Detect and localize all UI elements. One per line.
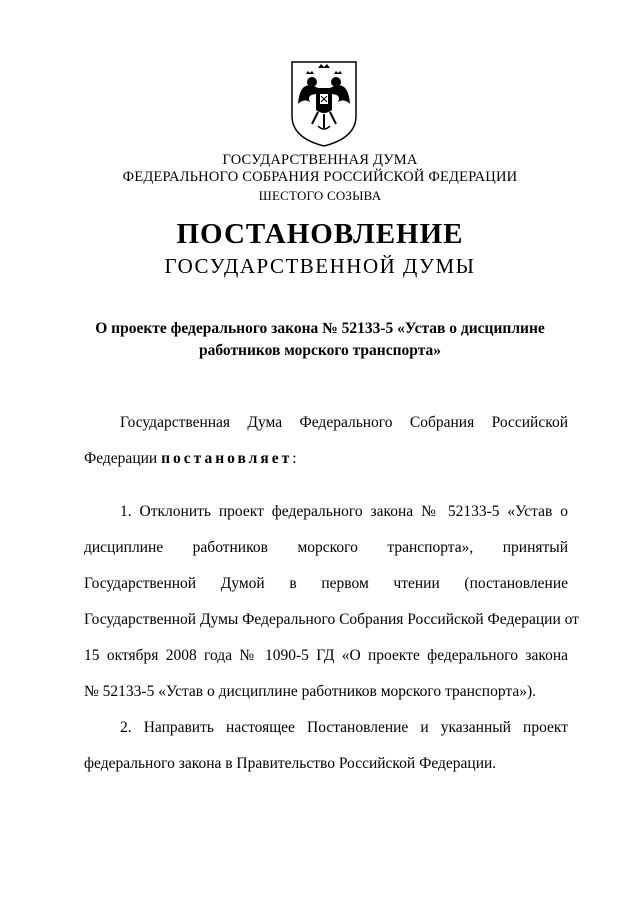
preamble-line-2	[84, 441, 568, 477]
item-2-line-1: 2. Направить настоящее Постановление и указанный проект	[120, 719, 568, 736]
preamble-paragraph	[84, 405, 568, 477]
subject-line-2: работников морского транспорта»	[198, 342, 441, 359]
item-1-line-5: 15 октября 2008 года № 1090-5 ГД «О проекте федерального закона	[84, 647, 568, 664]
preamble-text: Федерации	[84, 450, 162, 467]
item-2-paragraph	[84, 710, 568, 782]
subject-line-1: О проекте федерального закона № 52133-5 «Устав о дисциплине	[95, 320, 545, 337]
org-line-3: ШЕСТОГО СОЗЫВА	[258, 188, 382, 203]
doc-issuer-subtitle: ГОСУДАРСТВЕННОЙ ДУМЫ	[164, 254, 476, 278]
item-1-line-6: № 52133-5 «Устав о дисциплине работников морского транспорта»).	[84, 683, 537, 700]
doc-subject	[0, 318, 640, 362]
item-1-line-2: дисциплине работников морского транспорта», принятый	[84, 539, 568, 556]
preamble-line-1: Государственная Дума Федерального Собрания Российской	[120, 414, 568, 431]
coat-of-arms-emblem	[288, 58, 360, 148]
item-1-line-3: Государственной Думой в первом чтении (постановление	[84, 575, 568, 592]
item-1-paragraph	[84, 494, 579, 710]
preamble-colon: :	[292, 450, 297, 467]
item-1-line-4: Государственной Думы Федерального Собрания Российской Федерации от	[84, 611, 579, 628]
item-1-line-1: 1. Отклонить проект федерального закона № 52133-5 «Устав о	[120, 503, 568, 520]
preamble-verb: постановляет	[161, 450, 293, 467]
org-line-2: ФЕДЕРАЛЬНОГО СОБРАНИЯ РОССИЙСКОЙ ФЕДЕРАЦИИ	[122, 169, 518, 185]
doc-type-title: ПОСТАНОВЛЕНИЕ	[176, 218, 464, 250]
item-2-line-2: федерального закона в Правительство Российской Федерации.	[84, 755, 497, 772]
org-line-1: ГОСУДАРСТВЕННАЯ ДУМА	[222, 152, 418, 168]
